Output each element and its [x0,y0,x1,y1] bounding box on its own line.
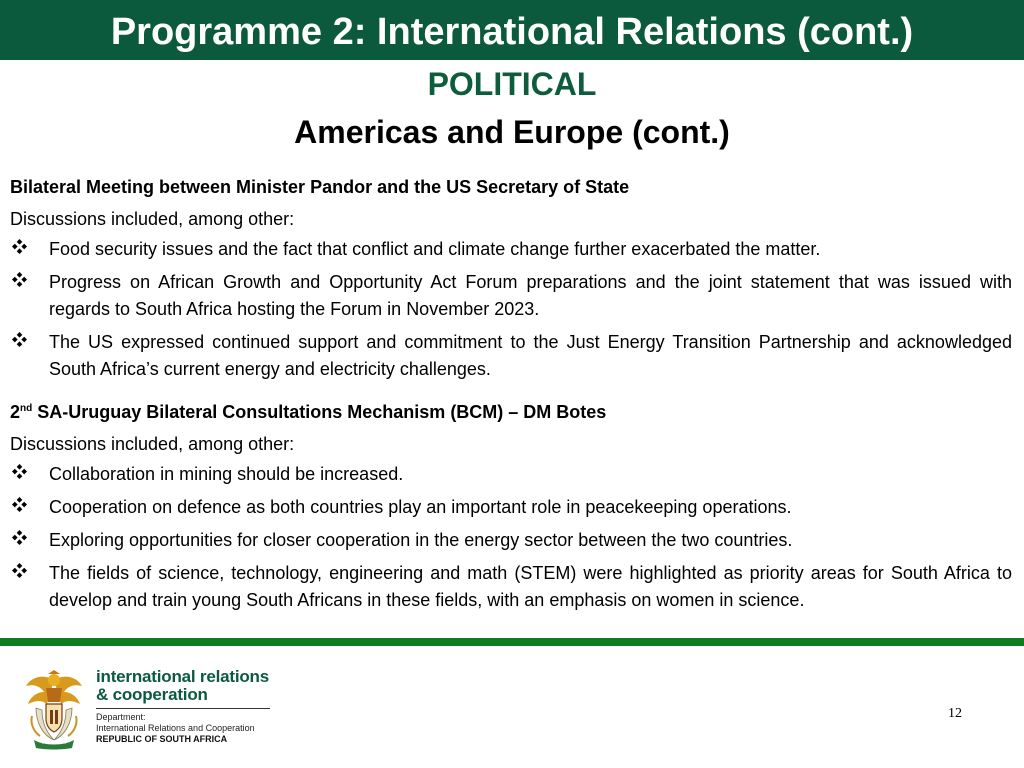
block-heading: Bilateral Meeting between Minister Pandor and the US Secretary of State [10,177,630,197]
logo-divider [96,708,270,709]
four-diamond-bullet-icon [10,527,30,554]
list-item [10,461,1012,488]
logo-line-1: international relations [96,667,269,686]
list-item [10,269,1012,323]
four-diamond-bullet-icon [10,494,30,521]
bullet-text: The US expressed continued support and commitment to the Just Energy Transition Partnership and acknowledged South Africa’s current energy and electricity challenges. [49,332,1012,379]
four-diamond-bullet-icon [10,329,30,356]
block-intro: Discussions included, among other: [10,209,295,229]
dirco-logo [22,668,272,752]
bullet-text: Exploring opportunities for closer cooperation in the energy sector between the two countries. [49,530,793,550]
footer-divider [0,638,1024,646]
list-item [10,494,1012,521]
list-item [10,527,1012,554]
logo-dept-label: Department: [96,712,146,722]
subsection-title: Americas and Europe (cont.) [294,114,730,150]
logo-dept-name: International Relations and Cooperation [96,723,255,733]
page-number: 12 [948,706,962,721]
slide-title: Programme 2: International Relations (cont.) [110,11,914,53]
coat-of-arms-icon [22,670,86,750]
bullet-text: The fields of science, technology, engineering and math (STEM) were highlighted as priority areas for South Africa to develop and train young South Africans in these fields, with an emphasis on women in science. [49,563,1012,610]
logo-country: REPUBLIC OF SOUTH AFRICA [96,734,228,744]
bullet-text: Collaboration in mining should be increased. [49,464,404,484]
list-item [10,560,1012,614]
heading-ordinal-number: 2 [10,402,21,422]
list-item [10,329,1012,383]
bullet-text: Progress on African Growth and Opportunity Act Forum preparations and the joint statement that was issued with regards to South Africa hosting the Forum in November 2023. [49,272,1012,319]
bullet-text: Cooperation on defence as both countries play an important role in peacekeeping operations. [49,497,792,517]
heading-text: SA-Uruguay Bilateral Consultations Mechanism (BCM) – DM Botes [32,402,607,422]
list-item [10,236,1012,263]
section-title: POLITICAL [427,66,597,102]
bullet-text: Food security issues and the fact that conflict and climate change further exacerbated the matter. [49,239,821,259]
block-intro: Discussions included, among other: [10,434,295,454]
four-diamond-bullet-icon [10,461,30,488]
block-us-meeting [10,174,1012,389]
block-uruguay-bcm [10,399,1012,620]
bullet-list [10,236,1012,383]
logo-line-2: & cooperation [96,685,208,704]
block-heading [10,399,1012,425]
heading-ordinal-suffix: nd [20,403,33,414]
four-diamond-bullet-icon [10,560,30,587]
four-diamond-bullet-icon [10,236,30,263]
four-diamond-bullet-icon [10,269,30,296]
bullet-list [10,461,1012,614]
